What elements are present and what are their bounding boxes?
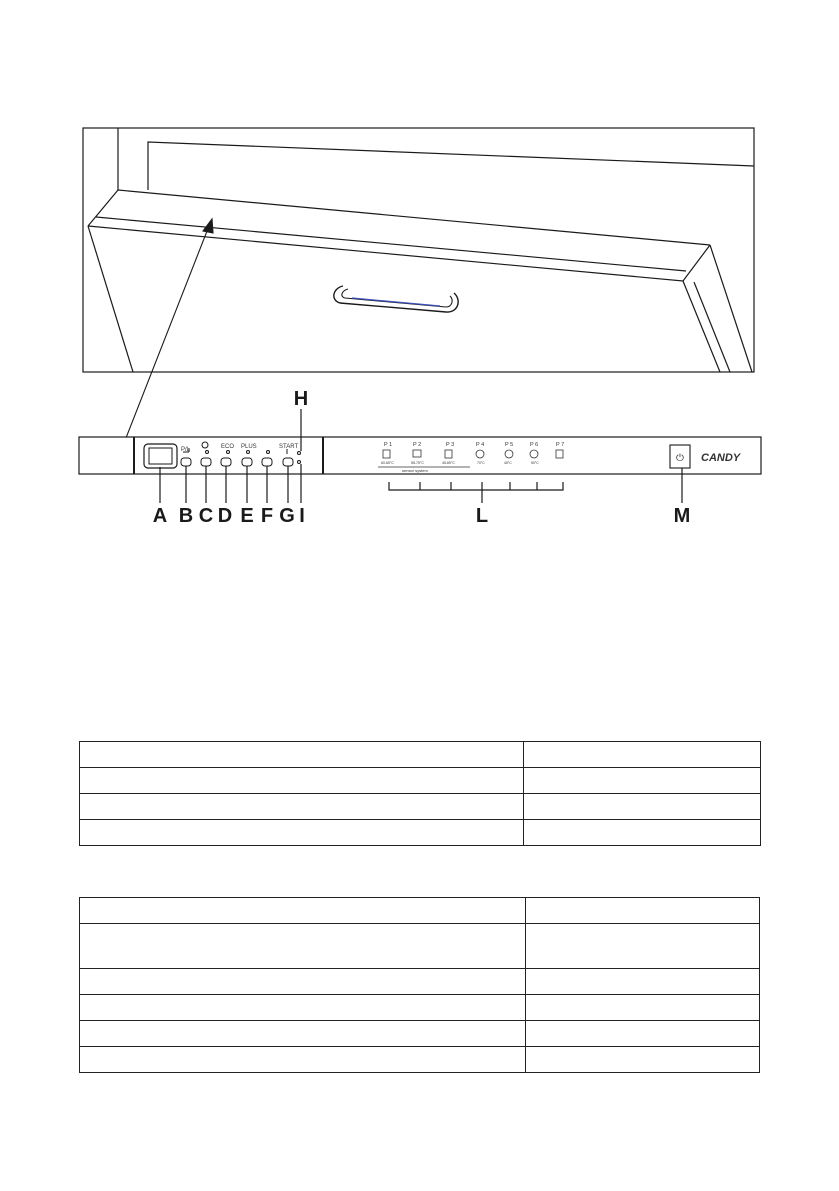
table-row xyxy=(80,820,761,846)
program-p3: P 3 xyxy=(446,442,455,448)
table-cell xyxy=(526,969,760,995)
callout-m: M xyxy=(673,505,691,527)
table-cell xyxy=(80,1047,526,1073)
button-label-plus: PLUS xyxy=(241,444,257,450)
callout-l: L xyxy=(475,505,489,527)
table-cell xyxy=(80,794,524,820)
program-p6: P 6 xyxy=(530,442,539,448)
table-cell xyxy=(80,969,526,995)
callout-c: C xyxy=(198,505,214,527)
program-group-label: sensor system xyxy=(402,468,428,473)
table-row xyxy=(80,1021,760,1047)
table-row xyxy=(80,794,761,820)
table-cell xyxy=(524,742,761,768)
table-cell xyxy=(80,924,526,969)
program-temp-p1: 60-65°C xyxy=(381,461,394,465)
button-label-pl: P/L xyxy=(181,447,191,453)
table-row xyxy=(80,969,760,995)
callout-b: B xyxy=(178,505,194,527)
table-cell xyxy=(526,1021,760,1047)
dishwasher-figure xyxy=(0,0,839,560)
button-label-eco: ECO xyxy=(221,444,235,450)
table-1 xyxy=(79,741,761,846)
table-cell xyxy=(526,924,760,969)
callout-f: F xyxy=(260,505,274,527)
program-p1: P 1 xyxy=(384,442,393,448)
program-temp-p3: 45-65°C xyxy=(442,461,455,465)
program-p4: P 4 xyxy=(476,442,485,448)
power-icon: ⏻ xyxy=(676,453,684,464)
door-illustration xyxy=(83,128,754,372)
program-p5: P 5 xyxy=(505,442,514,448)
illustration-frame xyxy=(83,128,754,372)
callout-h: H xyxy=(293,388,309,410)
table-2 xyxy=(79,897,760,1073)
table-cell xyxy=(80,742,524,768)
table-cell xyxy=(80,1021,526,1047)
program-p7: P 7 xyxy=(556,442,565,448)
program-p2: P 2 xyxy=(413,442,422,448)
program-temp-p2: 55-75°C xyxy=(411,461,424,465)
button-label-start: START xyxy=(279,444,299,450)
table-cell xyxy=(526,1047,760,1073)
brand-logo: CANDY xyxy=(701,452,741,464)
pointer-arrow xyxy=(124,219,213,443)
callout-i: I xyxy=(299,505,305,527)
callout-e: E xyxy=(240,505,254,527)
control-panel xyxy=(79,437,761,474)
callout-a: A xyxy=(152,505,168,527)
table-cell xyxy=(524,820,761,846)
program-temp-p6: 50°C xyxy=(531,461,539,465)
program-temp-p4: 70°C xyxy=(477,461,485,465)
table-row xyxy=(80,995,760,1021)
table-cell xyxy=(526,898,760,924)
table-cell xyxy=(524,768,761,794)
callout-d: D xyxy=(217,505,233,527)
table-row xyxy=(80,768,761,794)
table-cell xyxy=(524,794,761,820)
callout-g: G xyxy=(279,505,295,527)
table-cell xyxy=(80,820,524,846)
table-cell xyxy=(80,898,526,924)
table-cell xyxy=(80,768,524,794)
table-row xyxy=(80,898,760,924)
table-cell xyxy=(526,995,760,1021)
table-row xyxy=(80,924,760,969)
table-cell xyxy=(80,995,526,1021)
program-temp-p5: 45°C xyxy=(504,461,512,465)
table-row xyxy=(80,742,761,768)
table-row xyxy=(80,1047,760,1073)
